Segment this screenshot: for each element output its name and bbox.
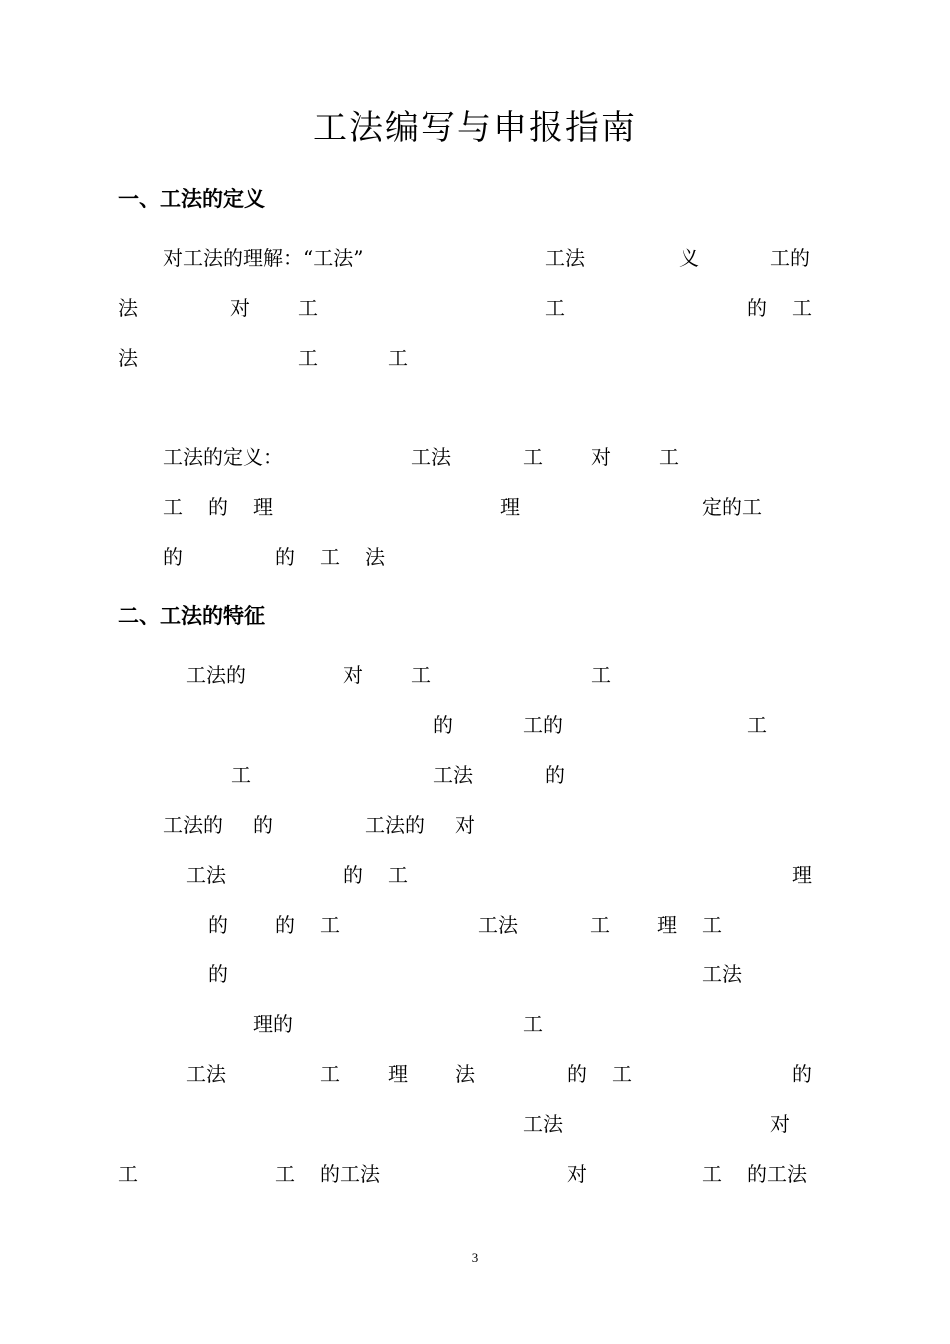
text-fragment: 的 bbox=[208, 495, 228, 519]
text-fragment: 的 bbox=[275, 545, 295, 569]
text-fragment: 法 bbox=[118, 296, 138, 320]
text-fragment: 对工法的理解：“工法” bbox=[163, 246, 364, 270]
text-fragment: 的 bbox=[208, 962, 228, 986]
text-fragment: 工 bbox=[590, 913, 610, 937]
text-fragment: 理的 bbox=[253, 1012, 293, 1036]
text-fragment: 工 bbox=[591, 663, 611, 687]
text-fragment: 的 bbox=[567, 1062, 587, 1086]
text-line bbox=[0, 1058, 950, 1088]
section-heading-definition: 一、工法的定义 bbox=[118, 187, 265, 211]
text-fragment: 的 bbox=[545, 763, 565, 787]
text-fragment: 对 bbox=[591, 445, 611, 469]
text-fragment: 的 bbox=[275, 913, 295, 937]
text-line bbox=[0, 958, 950, 988]
text-fragment: 的 bbox=[747, 296, 767, 320]
text-fragment: 法 bbox=[365, 545, 385, 569]
text-fragment: 理 bbox=[500, 495, 520, 519]
text-fragment: 工 bbox=[163, 495, 183, 519]
text-line bbox=[0, 541, 950, 571]
text-fragment: 的 bbox=[433, 713, 453, 737]
text-fragment: 的 bbox=[163, 545, 183, 569]
text-fragment: 工 bbox=[320, 1062, 340, 1086]
text-fragment: 的 bbox=[792, 1062, 812, 1086]
text-fragment: 理 bbox=[253, 495, 273, 519]
text-fragment: 的工法 bbox=[320, 1162, 380, 1186]
text-fragment: 工法 bbox=[545, 246, 585, 270]
text-line bbox=[0, 809, 950, 839]
text-line bbox=[0, 1008, 950, 1038]
text-fragment: 工 bbox=[747, 713, 767, 737]
text-fragment: 工 bbox=[388, 863, 408, 887]
text-fragment: 理 bbox=[792, 863, 812, 887]
text-fragment: 工的 bbox=[523, 713, 563, 737]
text-fragment: 工法 bbox=[186, 863, 226, 887]
text-line bbox=[0, 441, 950, 471]
text-fragment: 工法的定义： bbox=[163, 445, 283, 469]
text-line bbox=[0, 759, 950, 789]
text-fragment: 工 bbox=[320, 913, 340, 937]
text-fragment: 工法 bbox=[478, 913, 518, 937]
text-fragment: 义 bbox=[679, 246, 699, 270]
text-fragment: 的工法 bbox=[747, 1162, 807, 1186]
text-fragment: 的 bbox=[208, 913, 228, 937]
text-fragment: 工法 bbox=[523, 1112, 563, 1136]
text-fragment: 工 bbox=[275, 1162, 295, 1186]
text-fragment: 理 bbox=[657, 913, 677, 937]
text-fragment: 工法 bbox=[411, 445, 451, 469]
text-fragment: 的 bbox=[343, 863, 363, 887]
text-fragment: 对 bbox=[230, 296, 250, 320]
text-fragment: 工 bbox=[298, 346, 318, 370]
page-title: 工法编写与申报指南 bbox=[313, 108, 637, 148]
text-fragment: 工 bbox=[231, 763, 251, 787]
text-fragment: 工的 bbox=[770, 246, 810, 270]
text-fragment: 对 bbox=[770, 1112, 790, 1136]
page-number: 3 bbox=[471, 1250, 479, 1265]
text-fragment: 工 bbox=[523, 445, 543, 469]
text-line bbox=[0, 342, 950, 372]
text-fragment: 对 bbox=[455, 813, 475, 837]
text-fragment: 工法的 bbox=[163, 813, 223, 837]
text-line bbox=[0, 292, 950, 322]
text-fragment: 工 bbox=[545, 296, 565, 320]
text-fragment: 工 bbox=[320, 545, 340, 569]
text-fragment: 工 bbox=[298, 296, 318, 320]
text-line bbox=[0, 909, 950, 939]
text-fragment: 理 bbox=[388, 1062, 408, 1086]
text-fragment: 工法的 bbox=[365, 813, 425, 837]
text-fragment: 法 bbox=[118, 346, 138, 370]
text-line bbox=[0, 491, 950, 521]
text-fragment: 工 bbox=[388, 346, 408, 370]
text-line bbox=[0, 242, 950, 272]
text-line bbox=[0, 1108, 950, 1138]
text-fragment: 工 bbox=[612, 1062, 632, 1086]
text-fragment: 对 bbox=[343, 663, 363, 687]
text-fragment: 工法 bbox=[702, 962, 742, 986]
text-fragment: 工 bbox=[702, 913, 722, 937]
text-fragment: 工法的 bbox=[186, 663, 246, 687]
text-line bbox=[0, 659, 950, 689]
text-fragment: 工 bbox=[411, 663, 431, 687]
text-fragment: 工 bbox=[659, 445, 679, 469]
text-fragment: 工 bbox=[118, 1162, 138, 1186]
text-line bbox=[0, 709, 950, 739]
text-fragment: 对 bbox=[567, 1162, 587, 1186]
text-fragment: 定的工 bbox=[702, 495, 762, 519]
text-fragment: 工 bbox=[792, 296, 812, 320]
section-heading-features: 二、工法的特征 bbox=[118, 604, 265, 628]
text-line bbox=[0, 859, 950, 889]
text-fragment: 工法 bbox=[433, 763, 473, 787]
text-fragment: 的 bbox=[253, 813, 273, 837]
text-fragment: 工 bbox=[702, 1162, 722, 1186]
text-line bbox=[0, 1158, 950, 1188]
text-fragment: 法 bbox=[455, 1062, 475, 1086]
text-fragment: 工 bbox=[523, 1012, 543, 1036]
text-fragment: 工法 bbox=[186, 1062, 226, 1086]
